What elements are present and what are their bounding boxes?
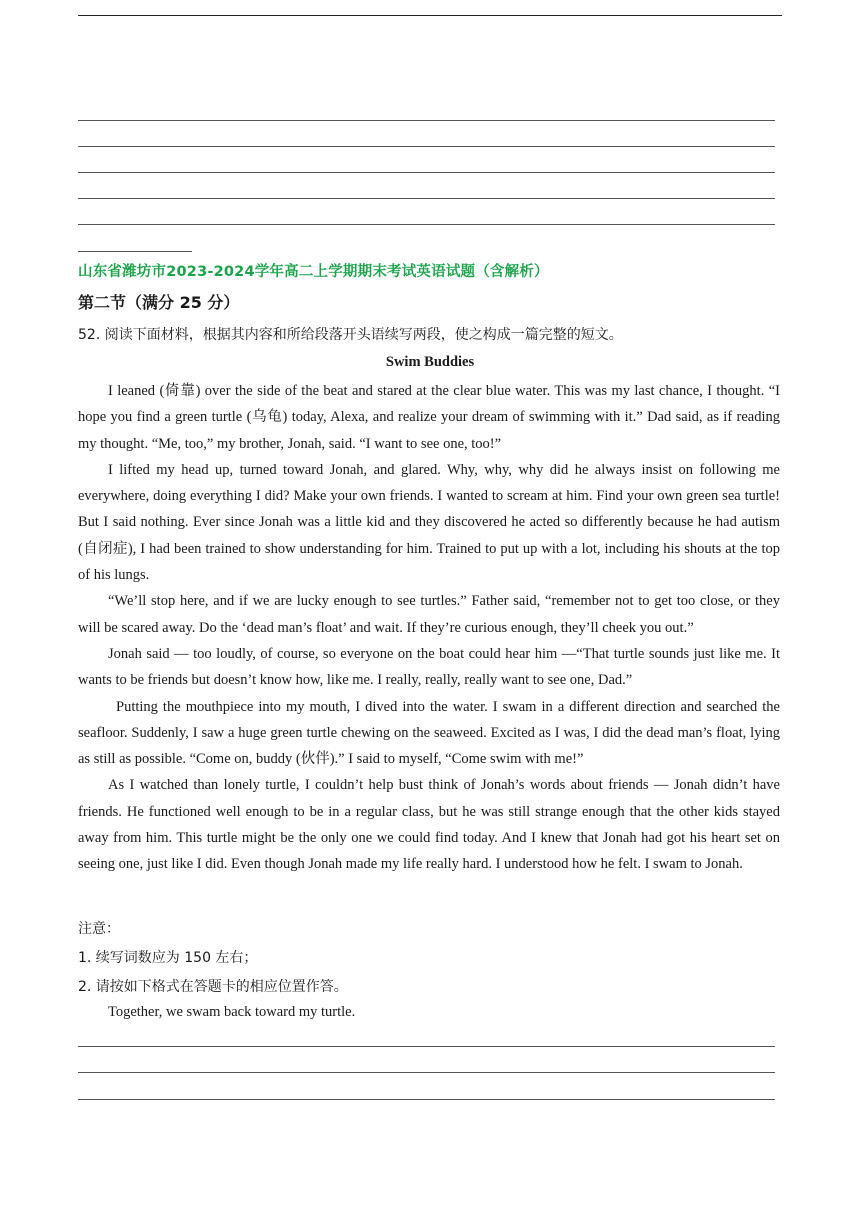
answer-line bbox=[78, 198, 775, 199]
question-prompt: 52. 阅读下面材料，根据其内容和所给段落开头语续写两段，使之构成一篇完整的短文。 bbox=[78, 327, 623, 343]
footnote-rule bbox=[78, 251, 192, 252]
story-paragraph: Jonah said — too loudly, of course, so everyone on the boat could hear him —“That turtle sounds just like me. It wants to be friends but doesn’t know how, like me. I really, really, really want to see one, Dad.” bbox=[78, 645, 780, 689]
notes-label: 注意： bbox=[78, 921, 120, 937]
story-paragraph: “We’ll stop here, and if we are lucky enough to see turtles.” Father said, “remember not to get too close, or they will be scared away. Do the ‘dead man’s float’ and wait. If they’re curious enough, they’ll cheek you out.” bbox=[78, 593, 780, 636]
answer-line bbox=[78, 120, 775, 121]
top-rule bbox=[78, 15, 782, 16]
section-heading: 第二节（满分 25 分） bbox=[78, 293, 240, 312]
note-item: 2. 请按如下格式在答题卡的相应位置作答。 bbox=[78, 979, 348, 995]
story-paragraph: Putting the mouthpiece into my mouth, I dived into the water. I swam in a different direction and searched the seafloor. Suddenly, I saw a huge green turtle chewing on the seaweed. Excited as I was, I did the dead man’s float, lying as still as possible. “Come on, buddy (伙伴).” I said to myself, “Come swim with me!” bbox=[78, 698, 780, 768]
story-paragraph: As I watched than lonely turtle, I couldn’t help bust think of Jonah’s words about friends — Jonah didn’t have friends. He functioned well enough to be in a regular class, but he was still strange enough that the other kids stayed away from him. This turtle might be the only one we could find today. And I knew that Jonah had got his heart set on seeing one, just like I did. Even though Jonah made my life really hard. I understood how he felt. I swam to Jonah. bbox=[78, 777, 780, 873]
answer-line bbox=[78, 146, 775, 147]
writing-line[interactable] bbox=[78, 1072, 775, 1073]
answer-line bbox=[78, 224, 775, 225]
writing-line[interactable] bbox=[78, 1046, 775, 1047]
notes bbox=[78, 915, 780, 1002]
story-title: Swim Buddies bbox=[385, 354, 475, 370]
note-item: 1. 续写词数应为 150 左右； bbox=[78, 950, 258, 966]
story-paragraph: I leaned (倚靠) over the side of the beat and stared at the clear blue water. This was my last chance, I thought. “I hope you find a green turtle (乌龟) today, Alexa, and realize your dream of swimming with it.” Dad said, as if reading my thought. “Me, too,” my brother, Jonah, said. “I want to see one, too!” bbox=[78, 383, 780, 452]
continuation-opening: Together, we swam back toward my turtle. bbox=[108, 1004, 356, 1020]
source-title[interactable]: 山东省潍坊市2023-2024学年高二上学期期末考试英语试题（含解析） bbox=[78, 264, 549, 280]
story-body bbox=[78, 378, 780, 878]
writing-line[interactable] bbox=[78, 1099, 775, 1100]
story-paragraph: I lifted my head up, turned toward Jonah, and glared. Why, why, why did he always insist on following me everywhere, doing everything I did? Make your own friends. I wanted to scream at him. Find your own green sea turtle! But I said nothing. Ever since Jonah was a little kid and they discovered he acted so differently because he had autism (自闭症), I had been trained to show understanding for him. Trained to put up with a lot, including his shouts at the top of his lungs. bbox=[78, 461, 780, 584]
answer-line bbox=[78, 172, 775, 173]
